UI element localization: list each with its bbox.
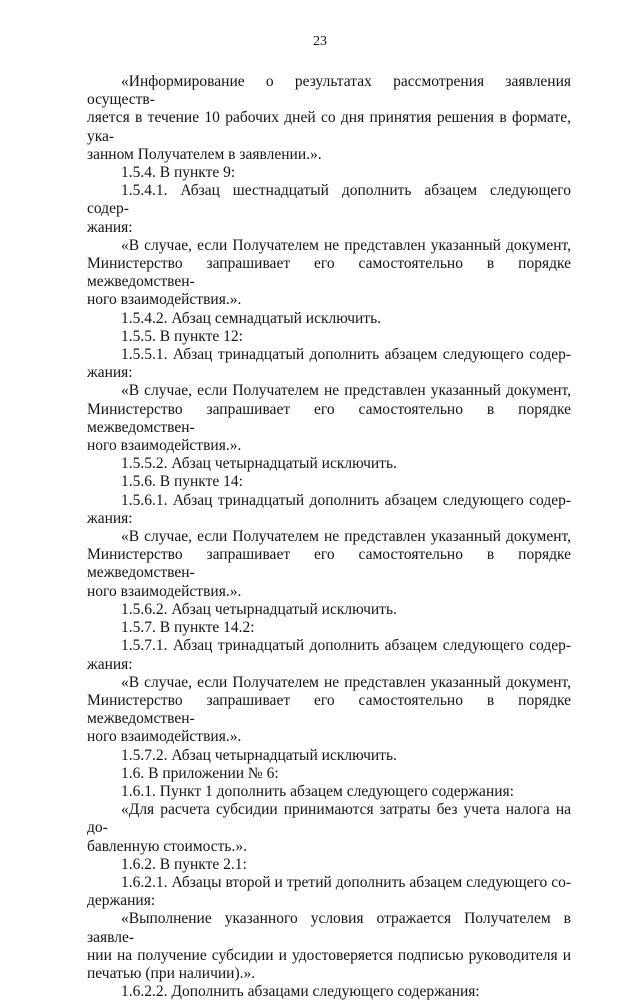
paragraph: [87, 674, 571, 747]
paragraph: [87, 310, 571, 328]
paragraph-line: 1.5.6. В пункте 14:: [121, 473, 243, 491]
paragraph-line: 1.5.4. В пункте 9:: [121, 164, 236, 182]
paragraph-line: 1.5.5.2. Абзац четырнадцатый исключить.: [121, 455, 397, 473]
paragraph-line: 1.5.7.1. Абзац тринадцатый дополнить абзацем следующего содер-: [121, 637, 571, 655]
paragraph-line: «В случае, если Получателем не представлен указанный документ,: [121, 528, 571, 546]
paragraph-line: нии на получение субсидии и удостоверяется подписью руководителя и: [87, 946, 571, 964]
paragraph-line: Министерство запрашивает его самостоятельно в порядке межведомствен-: [87, 691, 571, 728]
paragraph: [87, 164, 571, 182]
paragraph-line: «В случае, если Получателем не представлен указанный документ,: [121, 382, 571, 400]
paragraph-line: Министерство запрашивает его самостоятельно в порядке межведомствен-: [87, 400, 571, 436]
paragraph: [87, 473, 571, 491]
paragraph: [87, 783, 571, 801]
paragraph-line: 1.6.2.1. Абзацы второй и третий дополнить абзацем следующего со-: [121, 873, 571, 891]
paragraph-line: 1.5.7.2. Абзац четырнадцатый исключить.: [121, 746, 397, 764]
paragraph: [87, 528, 571, 601]
paragraph-line: 1.5.6.1. Абзац тринадцатый дополнить абзацем следующего содер-: [121, 491, 571, 509]
paragraph-line: печатью (при наличии).».: [87, 964, 256, 982]
paragraph-line: «В случае, если Получателем не представлен указанный документ,: [121, 236, 571, 254]
paragraph: [87, 601, 571, 619]
paragraph-line: ного взаимодействия.».: [87, 728, 242, 746]
document-body: [87, 73, 571, 1001]
paragraph: [87, 747, 571, 765]
paragraph-line: 1.5.4.1. Абзац шестнадцатый дополнить абзацем следующего содер-: [87, 182, 571, 218]
paragraph-line: 1.5.5. В пункте 12:: [121, 327, 243, 345]
paragraph: [87, 455, 571, 473]
paragraph: [87, 237, 571, 310]
paragraph: [87, 492, 571, 528]
paragraph-line: 1.6.1. Пункт 1 дополнить абзацем следующего содержания:: [121, 782, 514, 800]
paragraph: [87, 983, 571, 1001]
paragraph-line: 1.6.2.2. Дополнить абзацами следующего содержания:: [121, 983, 480, 1001]
paragraph-line: 1.6. В приложении № 6:: [121, 764, 279, 782]
paragraph: [87, 73, 571, 164]
paragraph-line: Министерство запрашивает его самостоятельно в порядке межведомствен-: [87, 546, 571, 582]
paragraph: [87, 801, 571, 856]
paragraph-line: жания:: [87, 509, 133, 527]
paragraph-line: ного взаимодействия.».: [87, 291, 242, 309]
paragraph-line: жания:: [87, 655, 133, 673]
paragraph-line: «Выполнение указанного условия отражается Получателем в заявле-: [87, 910, 571, 946]
paragraph-line: 1.5.5.1. Абзац тринадцатый дополнить абзацем следующего содер-: [121, 346, 571, 364]
paragraph-line: 1.5.4.2. Абзац семнадцатый исключить.: [121, 309, 382, 327]
paragraph-line: занном Получателем в заявлении.».: [87, 145, 322, 163]
paragraph-line: «В случае, если Получателем не представлен указанный документ,: [121, 673, 571, 691]
paragraph: [87, 382, 571, 455]
page-number: 23: [313, 34, 327, 49]
paragraph-line: «Для расчета субсидии принимаются затраты без учета налога на до-: [87, 801, 571, 837]
paragraph: [87, 856, 571, 874]
paragraph-line: 1.5.6.2. Абзац четырнадцатый исключить.: [121, 600, 397, 618]
paragraph: [87, 346, 571, 382]
paragraph: [87, 910, 571, 983]
paragraph-line: держания:: [87, 892, 156, 910]
paragraph: [87, 619, 571, 637]
paragraph-line: 1.6.2. В пункте 2.1:: [121, 855, 247, 873]
paragraph-line: ляется в течение 10 рабочих дней со дня принятия решения в формате, ука-: [87, 109, 571, 145]
paragraph-line: ного взаимодействия.».: [87, 437, 242, 455]
paragraph: [87, 328, 571, 346]
paragraph-line: бавленную стоимость.».: [87, 837, 247, 855]
paragraph: [87, 182, 571, 237]
paragraph: [87, 637, 571, 673]
paragraph-line: жания:: [87, 218, 133, 236]
paragraph-line: 1.5.7. В пункте 14.2:: [121, 619, 255, 637]
paragraph-line: жания:: [87, 364, 133, 382]
paragraph-line: «Информирование о результатах рассмотрения заявления осуществ-: [87, 73, 571, 109]
paragraph-line: ного взаимодействия.».: [87, 582, 242, 600]
paragraph-line: Министерство запрашивает его самостоятельно в порядке межведомствен-: [87, 255, 571, 291]
paragraph: [87, 765, 571, 783]
